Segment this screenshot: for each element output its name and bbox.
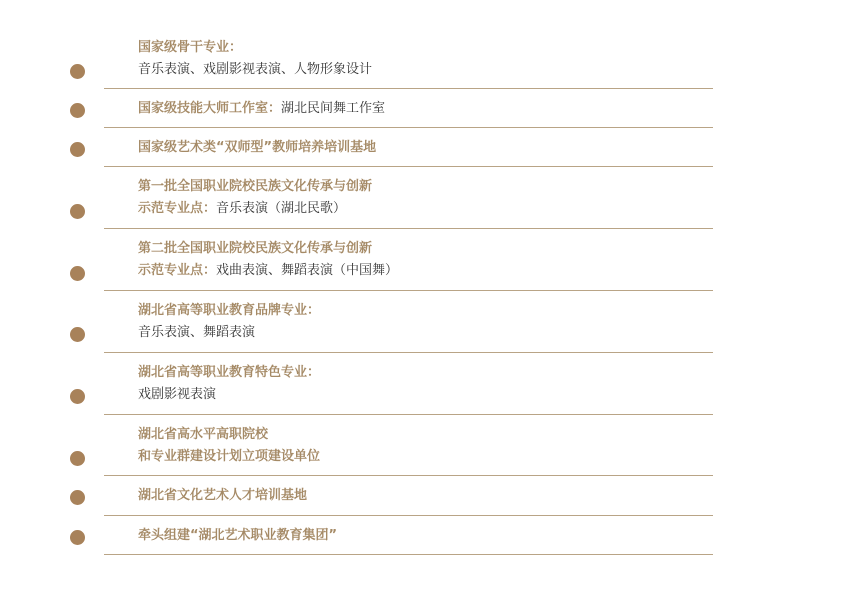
- bullet-dot-icon: [70, 64, 85, 79]
- highlight-text: 湖北省高等职业教育品牌专业：: [138, 303, 321, 318]
- highlight-text: 湖北省高等职业教育特色专业：: [138, 365, 321, 380]
- divider: [104, 127, 713, 128]
- bullet-dot-icon: [70, 451, 85, 466]
- bullet-dot-icon: [70, 327, 85, 342]
- bullet-dot-icon: [70, 389, 85, 404]
- list-item-text: [138, 98, 698, 120]
- divider: [104, 290, 713, 291]
- divider: [104, 166, 713, 167]
- list-item-line: [138, 238, 698, 260]
- list-item-line: [138, 384, 698, 406]
- highlight-text: 湖北省文化艺术人才培训基地: [138, 488, 308, 503]
- list-item-line: [138, 198, 698, 220]
- list-item-line: [138, 362, 698, 384]
- divider: [104, 515, 713, 516]
- highlight-text: 牵头组建“湖北艺术职业教育集团”: [138, 528, 338, 543]
- list-item-text: [138, 300, 698, 344]
- bullet-dot-icon: [70, 204, 85, 219]
- list-item-line: [138, 300, 698, 322]
- bullet-dot-icon: [70, 530, 85, 545]
- divider: [104, 554, 713, 555]
- list-item-text: [138, 424, 698, 468]
- detail-text: 音乐表演、舞蹈表演: [138, 325, 256, 340]
- divider: [104, 352, 713, 353]
- highlight-text: 示范专业点：: [138, 201, 217, 216]
- list-item-line: [138, 525, 698, 547]
- list-item-line: [138, 424, 698, 446]
- list-item-text: [138, 37, 698, 81]
- list-item-text: [138, 238, 698, 282]
- divider: [104, 88, 713, 89]
- list-item-text: [138, 362, 698, 406]
- divider: [104, 475, 713, 476]
- bullet-dot-icon: [70, 103, 85, 118]
- divider: [104, 414, 713, 415]
- list-item-line: [138, 98, 698, 120]
- bullet-dot-icon: [70, 142, 85, 157]
- highlight-text: 和专业群建设计划立项建设单位: [138, 449, 321, 464]
- list-item-line: [138, 37, 698, 59]
- highlight-text: 国家级骨干专业：: [138, 40, 243, 55]
- bullet-dot-icon: [70, 266, 85, 281]
- list-item-line: [138, 137, 698, 159]
- highlight-text: 国家级艺术类“双师型”教师培养培训基地: [138, 140, 377, 155]
- highlight-text: 湖北省高水平高职院校: [138, 427, 269, 442]
- highlight-text: 第一批全国职业院校民族文化传承与创新: [138, 179, 373, 194]
- list-item-text: [138, 137, 698, 159]
- list-item-line: [138, 176, 698, 198]
- detail-text: 戏曲表演、舞蹈表演（中国舞）: [216, 263, 399, 278]
- list-item-line: [138, 59, 698, 81]
- list-item-line: [138, 260, 698, 282]
- list-item-text: [138, 485, 698, 507]
- bullet-dot-icon: [70, 490, 85, 505]
- divider: [104, 228, 713, 229]
- detail-text: 戏剧影视表演: [138, 387, 217, 402]
- list-item-line: [138, 322, 698, 344]
- highlight-text: 国家级技能大师工作室：: [138, 101, 282, 116]
- list-item-line: [138, 485, 698, 507]
- detail-text: 音乐表演、戏剧影视表演、人物形象设计: [138, 62, 373, 77]
- list-item-line: [138, 446, 698, 468]
- highlight-text: 示范专业点：: [138, 263, 217, 278]
- list-item-text: [138, 525, 698, 547]
- detail-text: 音乐表演（湖北民歌）: [216, 201, 347, 216]
- highlight-text: 第二批全国职业院校民族文化传承与创新: [138, 241, 373, 256]
- detail-text: 湖北民间舞工作室: [281, 101, 386, 116]
- list-item-text: [138, 176, 698, 220]
